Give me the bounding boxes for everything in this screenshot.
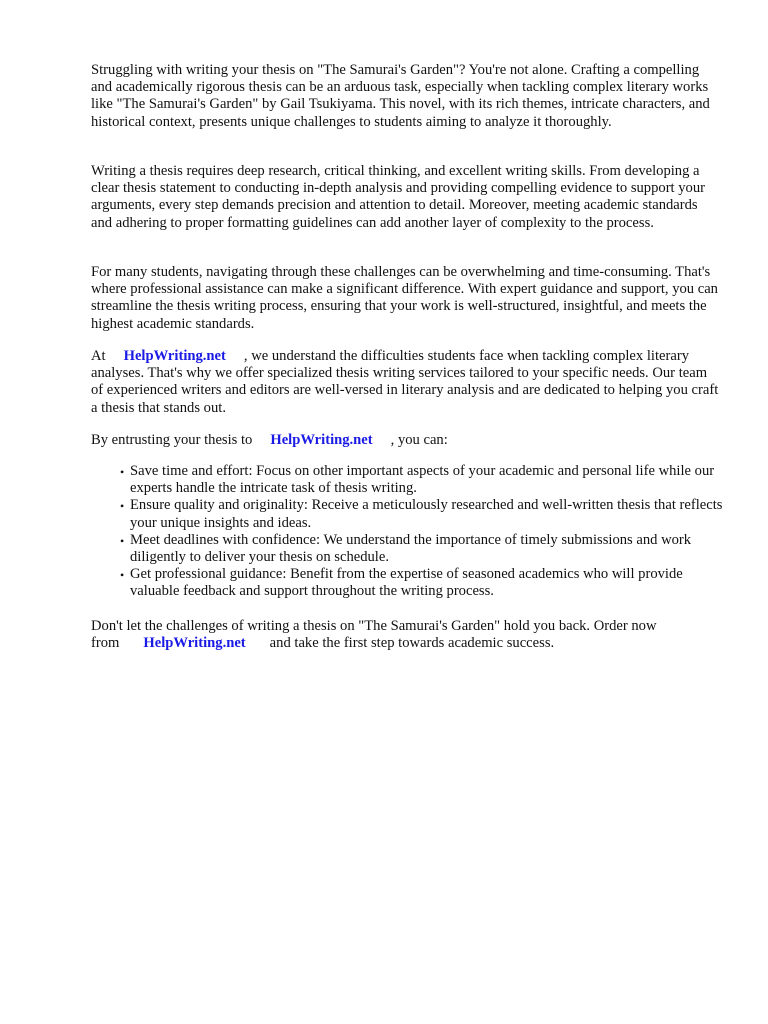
helpwriting-link[interactable]: HelpWriting.net: [143, 635, 246, 652]
list-item-text: Save time and effort: Focus on other important aspects of your academic and personal life while our experts handle the intricate task of thesis writing.: [130, 463, 715, 497]
list-item-text: Ensure quality and originality: Receive a meticulously researched and well-written thesis that reflects your unique insights and ideas.: [130, 497, 723, 531]
list-item: [120, 497, 730, 531]
thesis-requirements-paragraph: Writing a thesis requires deep research, critical thinking, and excellent writing skills. From developing a clear thesis statement to conducting in-depth analysis and providing compelling evidence to support your arguments, every step demands precision and attention to detail. Moreover, meeting academic standards and adhering to proper formatting guidelines can add another layer of complexity to the process.: [91, 163, 706, 231]
benefits-list: [120, 463, 730, 601]
closing-paragraph: [91, 618, 721, 652]
closing-paragraph-end: and take the first step towards academic success.: [269, 635, 555, 652]
entrust-paragraph-start: By entrusting your thesis to: [91, 432, 253, 448]
bullet-icon: •: [120, 499, 125, 514]
list-item: [120, 463, 730, 497]
list-item-text: Meet deadlines with confidence: We understand the importance of timely submissions and work diligently to deliver your thesis on schedule.: [130, 531, 692, 566]
helpwriting-link[interactable]: HelpWriting.net: [270, 432, 373, 448]
bullet-icon: •: [120, 533, 125, 548]
intro-paragraph: Struggling with writing your thesis on "The Samurai's Garden"? You're not alone. Crafting a compelling and academically rigorous thesis can be an arduous task, especially when tackling complex literary works like "The Samurai's Garden" by Gail Tsukiyama. This novel, with its rich themes, intricate characters, and historical context, presents unique challenges to students aiming to analyze it thoroughly.: [91, 62, 710, 130]
service-paragraph-start: At: [91, 348, 106, 364]
service-paragraph: [91, 348, 721, 417]
entrust-paragraph: [91, 432, 721, 449]
list-item: [120, 566, 730, 600]
professional-assistance-paragraph: For many students, navigating through these challenges can be overwhelming and time-consuming. That's where professional assistance can make a significant difference. With expert guidance and support, you can streamline the thesis writing process, ensuring that your work is well-structured, insightful, and meets the highest academic standards.: [91, 264, 718, 332]
bullet-icon: •: [120, 568, 125, 583]
list-item: [120, 531, 730, 566]
helpwriting-link[interactable]: HelpWriting.net: [123, 348, 226, 364]
entrust-paragraph-end: , you can:: [390, 432, 448, 448]
service-paragraph-end: , we understand the difficulties students face when tackling complex literary analyses. That's why we offer specialized thesis writing services tailored to your specific needs. Our team of experienced writers and editors are well-versed in literary analysis and are dedicated to helping you craft a thesis that stands out.: [91, 348, 719, 416]
list-item-text: Get professional guidance: Benefit from the expertise of seasoned academics who will provide valuable feedback and support throughout the writing process.: [130, 566, 683, 600]
closing-paragraph-start: Don't let the challenges of writing a thesis on "The Samurai's Garden" hold you back. Order now from: [91, 618, 657, 652]
bullet-icon: •: [120, 465, 125, 479]
